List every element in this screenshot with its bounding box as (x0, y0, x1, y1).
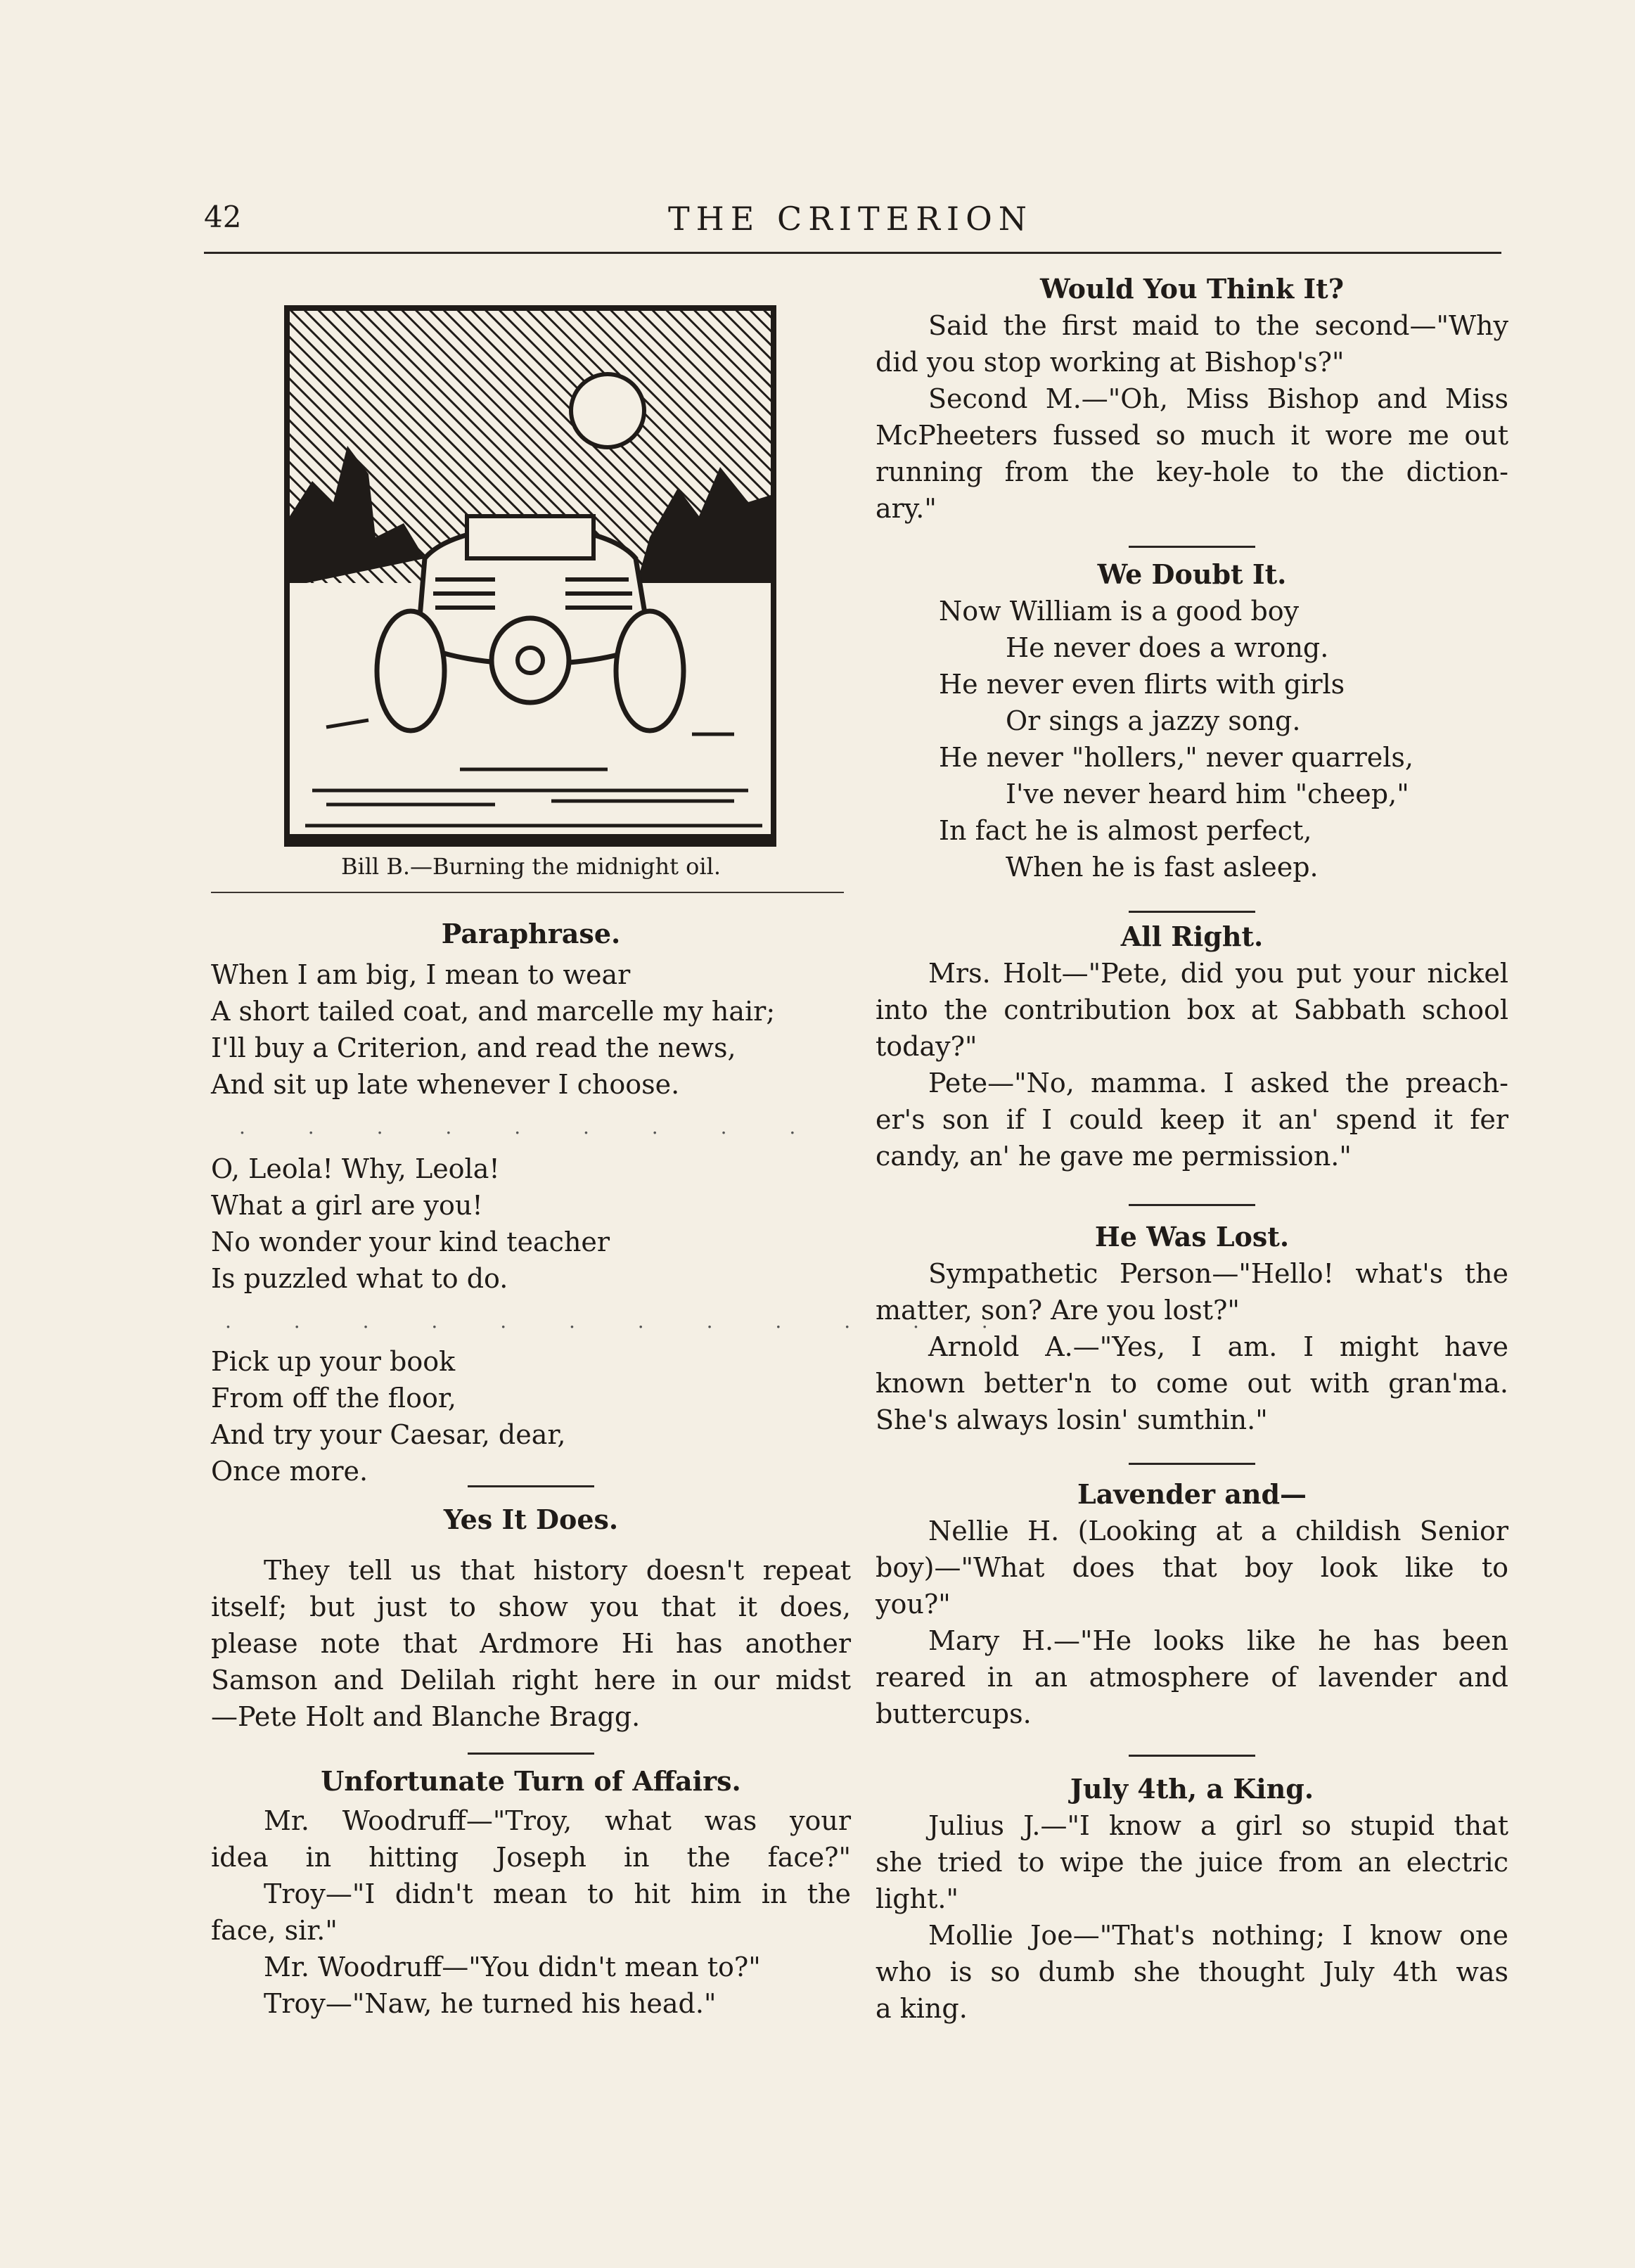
verse-line: Or sings a jazzy song. (1006, 705, 1301, 736)
text-line: Mr. Woodruff—"You didn't mean to?" (264, 1952, 761, 1982)
text-line: into the contribution box at Sabbath school (876, 994, 1508, 1025)
would-you-section (876, 271, 1508, 527)
verse-line: He never even flirts with girls (939, 669, 1345, 700)
all-right-section (876, 911, 1508, 1174)
dot-divider: . . . . . . . . . . . . (225, 1309, 1016, 1333)
verse-line: Pick up your book (211, 1346, 456, 1377)
text-line: buttercups. (876, 1698, 1032, 1729)
illustration-caption: Bill B.—Burning the midnight oil. (340, 853, 722, 880)
text-line: McPheeters fussed so much it wore me out (876, 420, 1508, 451)
text-line: Troy—"I didn't mean to hit him in the (264, 1878, 851, 1909)
text-line: matter, son? Are you lost?" (876, 1295, 1240, 1326)
text-line: She's always losin' sumthin." (876, 1404, 1268, 1435)
yes-it-does-section (211, 1485, 851, 1735)
verse-line: From off the floor, (211, 1383, 456, 1414)
text-line: Mollie Joe—"That's nothing; I know one (928, 1920, 1508, 1951)
text-line: boy)—"What does that boy look like to (876, 1552, 1508, 1583)
text-line: Nellie H. (Looking at a childish Senior (928, 1516, 1508, 1546)
text-line: Julius J.—"I know a girl so stupid that (928, 1810, 1508, 1841)
he-was-lost-section (876, 1204, 1508, 1438)
header-rule (204, 252, 1501, 254)
text-line: Mary H.—"He looks like he has been (928, 1625, 1508, 1656)
verse-line: In fact he is almost perfect, (939, 815, 1312, 846)
july-heading: July 4th, a King. (1070, 1773, 1314, 1805)
text-line: itself; but just to show you that it does, (211, 1591, 851, 1622)
unfortunate-section (211, 1753, 851, 2022)
text-line: ary." (876, 493, 937, 524)
caption-rule (211, 892, 844, 893)
text-line: Pete—"No, mamma. I asked the preach- (928, 1068, 1508, 1098)
verse-line: And try your Caesar, dear, (211, 1419, 566, 1450)
unfortunate-heading: Unfortunate Turn of Affairs. (321, 1765, 741, 1797)
text-line: Second M.—"Oh, Miss Bishop and Miss (928, 383, 1508, 414)
verse-line: A short tailed coat, and marcelle my hair; (211, 996, 776, 1027)
text-line: Said the first maid to the second—"Why (928, 310, 1508, 341)
text-line: Samson and Delilah right here in our midst (211, 1665, 851, 1696)
verse-line: I've never heard him "cheep," (1006, 779, 1409, 809)
verse-line: What a girl are you! (211, 1190, 483, 1221)
verse-line: Once more. (211, 1456, 368, 1487)
would-you-heading: Would You Think It? (1040, 273, 1344, 305)
verse-line: When he is fast asleep. (1006, 852, 1319, 883)
paraphrase-heading: Paraphrase. (441, 918, 621, 949)
lavender-section (876, 1463, 1508, 1732)
verse-line: O, Leola! Why, Leola! (211, 1153, 500, 1184)
running-head: THE CRITERION (668, 200, 1034, 238)
dot-divider: . . . . . . . . . (239, 1115, 824, 1139)
page-number: 42 (204, 200, 242, 234)
lavender-heading: Lavender and— (1077, 1478, 1307, 1510)
text-line: reared in an atmosphere of lavender and (876, 1662, 1508, 1693)
text-line: who is so dumb she thought July 4th was (876, 1956, 1508, 1987)
text-line: Sympathetic Person—"Hello! what's the (928, 1258, 1508, 1289)
text-line: —Pete Holt and Blanche Bragg. (211, 1701, 641, 1732)
text-line: Mrs. Holt—"Pete, did you put your nickel (928, 958, 1508, 989)
text-line: she tried to wipe the juice from an electric (876, 1847, 1508, 1878)
he-was-lost-heading: He Was Lost. (1094, 1221, 1290, 1252)
verse-line: Is puzzled what to do. (211, 1263, 508, 1294)
we-doubt-heading: We Doubt It. (1097, 558, 1287, 590)
text-line: a king. (876, 1993, 968, 2024)
verse-line: When I am big, I mean to wear (211, 959, 631, 990)
verse-line: I'll buy a Criterion, and read the news, (211, 1032, 736, 1063)
verse-line: No wonder your kind teacher (211, 1226, 610, 1257)
text-line: running from the key-hole to the diction- (876, 456, 1508, 487)
verse-line: Now William is a good boy (939, 596, 1300, 627)
text-line: Troy—"Naw, he turned his head." (264, 1988, 717, 2019)
text-line: Arnold A.—"Yes, I am. I might have (928, 1331, 1508, 1362)
text-line: today?" (876, 1031, 977, 1062)
text-line: light." (876, 1883, 958, 1914)
text-line: er's son if I could keep it an' spend it fer (876, 1104, 1508, 1135)
text-line: known better'n to come out with gran'ma. (876, 1368, 1508, 1399)
text-line: face, sir." (211, 1915, 338, 1946)
text-line: They tell us that history doesn't repeat (264, 1555, 851, 1586)
text-line: candy, an' he gave me permission." (876, 1141, 1352, 1172)
we-doubt-section (876, 546, 1508, 885)
verse-line: He never does a wrong. (1006, 632, 1329, 663)
car-illustration (284, 305, 776, 847)
text-line: you?" (876, 1589, 951, 1620)
text-line: did you stop working at Bishop's?" (876, 347, 1345, 378)
text-line: please note that Ardmore Hi has another (211, 1628, 851, 1659)
verse-line: And sit up late whenever I choose. (211, 1069, 680, 1100)
text-line: idea in hitting Joseph in the face?" (211, 1842, 851, 1873)
yes-it-does-heading: Yes It Does. (443, 1504, 619, 1535)
verse-line: He never "hollers," never quarrels, (939, 742, 1413, 773)
all-right-heading: All Right. (1120, 921, 1264, 952)
july-section (876, 1755, 1508, 2027)
text-line: Mr. Woodruff—"Troy, what was your (264, 1805, 851, 1836)
